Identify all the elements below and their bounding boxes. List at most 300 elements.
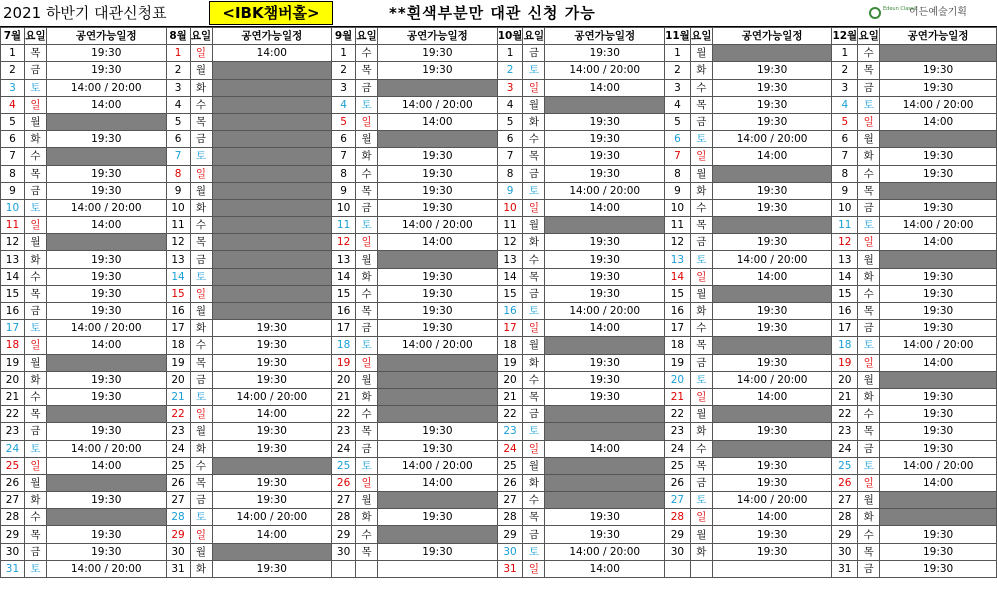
unavailable-slot [212, 457, 332, 474]
weekday-cell: 월 [356, 371, 378, 388]
weekday-cell: 월 [858, 492, 880, 509]
date-cell: 28 [332, 509, 356, 526]
weekday-cell: 수 [690, 440, 712, 457]
logo-circle-icon [869, 7, 881, 19]
table-row [1, 217, 997, 234]
available-slot: 14:00 / 20:00 [46, 199, 166, 216]
date-cell: 1 [665, 45, 691, 62]
date-cell: 15 [332, 285, 356, 302]
weekday-cell: 일 [356, 474, 378, 491]
weekday-cell: 토 [356, 217, 378, 234]
date-cell: 2 [497, 62, 523, 79]
weekday-cell: 목 [190, 474, 212, 491]
weekday-cell: 금 [356, 79, 378, 96]
available-slot: 19:30 [712, 320, 832, 337]
unavailable-slot [545, 474, 665, 491]
date-cell: 13 [332, 251, 356, 268]
available-slot: 14:00 / 20:00 [880, 217, 997, 234]
date-cell: 2 [832, 62, 858, 79]
date-cell: 9 [497, 182, 523, 199]
date-cell: 28 [1, 509, 25, 526]
available-slot: 14:00 [212, 45, 332, 62]
available-slot: 19:30 [46, 165, 166, 182]
date-cell: 25 [497, 457, 523, 474]
unavailable-slot [212, 217, 332, 234]
date-cell: 27 [832, 492, 858, 509]
weekday-cell: 수 [356, 406, 378, 423]
date-cell: 20 [332, 371, 356, 388]
weekday-cell: 금 [690, 474, 712, 491]
unavailable-slot [712, 337, 832, 354]
date-cell: 14 [832, 268, 858, 285]
date-cell: 29 [166, 526, 190, 543]
weekday-cell: 목 [858, 303, 880, 320]
date-cell: 18 [832, 337, 858, 354]
date-cell: 1 [497, 45, 523, 62]
available-slot: 19:30 [212, 560, 332, 577]
available-slot: 19:30 [545, 388, 665, 405]
date-cell: 3 [1, 79, 25, 96]
available-slot: 19:30 [880, 423, 997, 440]
date-cell: 24 [166, 440, 190, 457]
available-slot: 14:00 [46, 457, 166, 474]
available-slot: 14:00 [46, 337, 166, 354]
weekday-cell: 목 [24, 406, 46, 423]
table-row [1, 148, 997, 165]
weekday-cell [690, 560, 712, 577]
date-cell: 4 [166, 96, 190, 113]
unavailable-slot [378, 354, 498, 371]
available-slot: 14:00 / 20:00 [212, 388, 332, 405]
date-cell: 2 [665, 62, 691, 79]
date-cell: 16 [1, 303, 25, 320]
weekday-cell: 목 [190, 234, 212, 251]
available-slot: 19:30 [880, 388, 997, 405]
date-cell: 12 [497, 234, 523, 251]
weekday-cell: 금 [858, 199, 880, 216]
available-slot [378, 560, 498, 577]
weekday-cell: 화 [858, 509, 880, 526]
weekday-cell: 일 [523, 560, 545, 577]
date-cell: 15 [665, 285, 691, 302]
unavailable-slot [712, 285, 832, 302]
weekday-cell: 수 [190, 457, 212, 474]
available-slot: 14:00 / 20:00 [545, 62, 665, 79]
date-cell: 16 [665, 303, 691, 320]
availability-header: 공연가능일정 [545, 28, 665, 45]
available-slot: 19:30 [880, 440, 997, 457]
date-cell: 21 [497, 388, 523, 405]
date-cell [332, 560, 356, 577]
unavailable-slot [712, 45, 832, 62]
weekday-cell: 토 [24, 560, 46, 577]
weekday-cell: 수 [523, 131, 545, 148]
table-row [1, 406, 997, 423]
available-slot: 14:00 / 20:00 [212, 509, 332, 526]
weekday-cell: 일 [523, 199, 545, 216]
weekday-cell: 금 [523, 285, 545, 302]
weekday-cell: 화 [356, 148, 378, 165]
available-slot: 19:30 [545, 148, 665, 165]
date-cell: 5 [497, 113, 523, 130]
available-slot: 14:00 [712, 148, 832, 165]
weekday-cell: 일 [858, 354, 880, 371]
available-slot [712, 560, 832, 577]
date-cell: 6 [332, 131, 356, 148]
date-cell: 19 [832, 354, 858, 371]
date-cell: 29 [665, 526, 691, 543]
available-slot: 14:00 [378, 234, 498, 251]
weekday-cell: 일 [356, 113, 378, 130]
table-row [1, 62, 997, 79]
available-slot: 19:30 [378, 440, 498, 457]
table-row [1, 285, 997, 302]
weekday-cell: 목 [690, 457, 712, 474]
weekday-cell: 일 [858, 474, 880, 491]
available-slot: 14:00 [212, 406, 332, 423]
available-slot: 19:30 [880, 560, 997, 577]
weekday-cell: 금 [523, 165, 545, 182]
table-row [1, 165, 997, 182]
date-cell: 23 [332, 423, 356, 440]
weekday-cell: 수 [690, 199, 712, 216]
available-slot: 19:30 [712, 354, 832, 371]
availability-header: 공연가능일정 [880, 28, 997, 45]
available-slot: 19:30 [378, 543, 498, 560]
weekday-cell: 토 [858, 337, 880, 354]
weekday-cell: 화 [24, 492, 46, 509]
date-cell: 22 [832, 406, 858, 423]
available-slot: 19:30 [880, 320, 997, 337]
date-cell: 13 [832, 251, 858, 268]
date-cell: 10 [1, 199, 25, 216]
date-cell: 27 [166, 492, 190, 509]
available-slot: 19:30 [46, 251, 166, 268]
date-cell: 16 [497, 303, 523, 320]
unavailable-slot [212, 234, 332, 251]
date-cell: 14 [1, 268, 25, 285]
weekday-cell: 월 [523, 96, 545, 113]
weekday-cell: 토 [356, 96, 378, 113]
available-slot: 14:00 / 20:00 [712, 131, 832, 148]
weekday-cell: 화 [858, 148, 880, 165]
weekday-cell: 토 [356, 337, 378, 354]
available-slot: 14:00 / 20:00 [378, 96, 498, 113]
available-slot: 19:30 [46, 543, 166, 560]
weekday-cell: 금 [24, 303, 46, 320]
unavailable-slot [212, 303, 332, 320]
weekday-cell: 목 [690, 337, 712, 354]
weekday-cell: 수 [858, 165, 880, 182]
weekday-cell: 월 [24, 234, 46, 251]
weekday-cell: 월 [690, 406, 712, 423]
weekday-cell: 금 [690, 354, 712, 371]
date-cell: 26 [832, 474, 858, 491]
date-cell: 1 [332, 45, 356, 62]
weekday-cell: 일 [24, 217, 46, 234]
weekday-cell: 수 [858, 285, 880, 302]
weekday-cell: 월 [690, 165, 712, 182]
weekday-cell: 화 [523, 113, 545, 130]
available-slot: 19:30 [46, 388, 166, 405]
date-cell: 16 [166, 303, 190, 320]
available-slot: 14:00 [712, 509, 832, 526]
date-cell: 30 [665, 543, 691, 560]
weekday-cell: 토 [690, 492, 712, 509]
date-cell: 20 [665, 371, 691, 388]
date-cell: 6 [665, 131, 691, 148]
weekday-cell: 수 [24, 268, 46, 285]
weekday-cell: 일 [24, 96, 46, 113]
weekday-cell: 화 [190, 199, 212, 216]
availability-header: 공연가능일정 [46, 28, 166, 45]
weekday-cell: 목 [356, 182, 378, 199]
weekday-header: 요일 [356, 28, 378, 45]
table-row [1, 337, 997, 354]
date-cell: 15 [166, 285, 190, 302]
date-cell: 22 [332, 406, 356, 423]
table-row [1, 457, 997, 474]
available-slot: 14:00 / 20:00 [378, 337, 498, 354]
weekday-cell: 토 [24, 320, 46, 337]
available-slot: 19:30 [378, 303, 498, 320]
date-cell: 20 [166, 371, 190, 388]
month-header: 11월 [665, 28, 691, 45]
weekday-cell: 수 [523, 251, 545, 268]
available-slot: 19:30 [880, 406, 997, 423]
unavailable-slot [712, 406, 832, 423]
date-cell: 8 [332, 165, 356, 182]
unavailable-slot [712, 217, 832, 234]
weekday-cell: 금 [190, 131, 212, 148]
date-cell: 5 [332, 113, 356, 130]
date-cell: 23 [665, 423, 691, 440]
date-cell: 19 [332, 354, 356, 371]
available-slot: 19:30 [212, 423, 332, 440]
weekday-cell: 수 [190, 96, 212, 113]
weekday-cell: 수 [24, 388, 46, 405]
available-slot: 19:30 [378, 148, 498, 165]
weekday-cell: 목 [858, 423, 880, 440]
date-cell: 17 [832, 320, 858, 337]
unavailable-slot [212, 251, 332, 268]
unavailable-slot [880, 371, 997, 388]
availability-header: 공연가능일정 [712, 28, 832, 45]
weekday-cell: 목 [858, 543, 880, 560]
weekday-cell: 수 [24, 148, 46, 165]
weekday-cell: 목 [190, 354, 212, 371]
date-cell: 15 [832, 285, 858, 302]
table-row [1, 320, 997, 337]
available-slot: 19:30 [46, 182, 166, 199]
table-row [1, 354, 997, 371]
weekday-cell: 일 [690, 388, 712, 405]
available-slot: 19:30 [712, 423, 832, 440]
weekday-cell: 월 [523, 217, 545, 234]
date-cell: 25 [332, 457, 356, 474]
month-header: 12월 [832, 28, 858, 45]
date-cell: 24 [832, 440, 858, 457]
weekday-cell: 화 [356, 509, 378, 526]
available-slot: 14:00 / 20:00 [712, 371, 832, 388]
weekday-cell: 화 [24, 131, 46, 148]
date-cell: 6 [166, 131, 190, 148]
date-cell: 13 [1, 251, 25, 268]
weekday-cell: 목 [24, 165, 46, 182]
date-cell: 14 [332, 268, 356, 285]
date-cell: 5 [665, 113, 691, 130]
available-slot: 19:30 [712, 113, 832, 130]
weekday-cell: 일 [356, 234, 378, 251]
unavailable-slot [212, 285, 332, 302]
weekday-cell: 목 [190, 113, 212, 130]
available-slot: 19:30 [378, 165, 498, 182]
available-slot: 19:30 [378, 199, 498, 216]
weekday-cell: 일 [24, 457, 46, 474]
date-cell: 27 [332, 492, 356, 509]
table-row [1, 509, 997, 526]
table-row [1, 268, 997, 285]
unavailable-slot [378, 131, 498, 148]
date-cell: 23 [832, 423, 858, 440]
table-row [1, 543, 997, 560]
available-slot: 14:00 [545, 79, 665, 96]
month-header: 9월 [332, 28, 356, 45]
available-slot: 19:30 [712, 474, 832, 491]
date-cell: 8 [166, 165, 190, 182]
weekday-cell: 금 [190, 251, 212, 268]
unavailable-slot [46, 354, 166, 371]
weekday-cell: 화 [690, 62, 712, 79]
date-cell: 22 [497, 406, 523, 423]
available-slot: 19:30 [712, 199, 832, 216]
available-slot: 14:00 [880, 234, 997, 251]
date-cell: 22 [665, 406, 691, 423]
date-cell: 31 [1, 560, 25, 577]
available-slot: 14:00 / 20:00 [545, 182, 665, 199]
unavailable-slot [545, 217, 665, 234]
unavailable-slot [880, 182, 997, 199]
date-cell: 18 [1, 337, 25, 354]
date-cell: 24 [1, 440, 25, 457]
weekday-header: 요일 [523, 28, 545, 45]
weekday-cell: 토 [190, 388, 212, 405]
weekday-cell: 화 [690, 303, 712, 320]
unavailable-slot [212, 113, 332, 130]
unavailable-slot [378, 526, 498, 543]
date-cell: 25 [166, 457, 190, 474]
date-cell: 30 [832, 543, 858, 560]
table-row [1, 388, 997, 405]
date-cell: 1 [1, 45, 25, 62]
available-slot: 14:00 [712, 388, 832, 405]
unavailable-slot [212, 199, 332, 216]
date-cell: 24 [497, 440, 523, 457]
date-cell: 7 [332, 148, 356, 165]
available-slot: 19:30 [880, 543, 997, 560]
date-cell: 9 [166, 182, 190, 199]
weekday-cell: 수 [356, 285, 378, 302]
date-cell: 11 [497, 217, 523, 234]
table-row [1, 182, 997, 199]
month-header: 8월 [166, 28, 190, 45]
date-cell: 28 [832, 509, 858, 526]
available-slot: 19:30 [880, 62, 997, 79]
unavailable-slot [545, 337, 665, 354]
available-slot: 19:30 [212, 492, 332, 509]
date-cell: 6 [1, 131, 25, 148]
logo-small-text: Edeun Classic [883, 6, 918, 12]
weekday-cell: 금 [858, 440, 880, 457]
date-cell: 10 [832, 199, 858, 216]
available-slot: 14:00 / 20:00 [545, 303, 665, 320]
available-slot: 19:30 [46, 285, 166, 302]
available-slot: 19:30 [378, 268, 498, 285]
date-cell: 8 [832, 165, 858, 182]
date-cell: 11 [166, 217, 190, 234]
weekday-cell: 월 [690, 526, 712, 543]
available-slot: 19:30 [212, 354, 332, 371]
available-slot: 19:30 [880, 285, 997, 302]
weekday-cell: 화 [190, 79, 212, 96]
date-cell: 26 [497, 474, 523, 491]
available-slot: 14:00 / 20:00 [378, 217, 498, 234]
unavailable-slot [378, 406, 498, 423]
weekday-header: 요일 [858, 28, 880, 45]
available-slot: 14:00 [212, 526, 332, 543]
unavailable-slot [46, 113, 166, 130]
unavailable-slot [712, 165, 832, 182]
unavailable-slot [212, 96, 332, 113]
available-slot: 14:00 [880, 113, 997, 130]
weekday-cell: 목 [24, 526, 46, 543]
weekday-cell: 월 [690, 45, 712, 62]
page-title: 2021 하반기 대관신청표 [3, 4, 167, 22]
date-cell: 22 [166, 406, 190, 423]
date-cell: 15 [1, 285, 25, 302]
available-slot: 19:30 [46, 268, 166, 285]
available-slot: 19:30 [712, 79, 832, 96]
weekday-cell: 화 [24, 371, 46, 388]
date-cell: 6 [497, 131, 523, 148]
unavailable-slot [212, 131, 332, 148]
weekday-cell: 금 [356, 320, 378, 337]
weekday-cell: 월 [24, 474, 46, 491]
table-row [1, 371, 997, 388]
weekday-cell: 토 [858, 217, 880, 234]
weekday-cell: 금 [858, 320, 880, 337]
date-cell: 17 [665, 320, 691, 337]
weekday-cell: 수 [523, 371, 545, 388]
date-cell: 31 [832, 560, 858, 577]
unavailable-slot [46, 234, 166, 251]
available-slot: 14:00 [46, 217, 166, 234]
weekday-cell: 토 [523, 182, 545, 199]
date-cell: 3 [166, 79, 190, 96]
weekday-cell: 토 [690, 131, 712, 148]
weekday-cell [356, 560, 378, 577]
weekday-cell: 토 [690, 251, 712, 268]
unavailable-slot [880, 131, 997, 148]
available-slot: 19:30 [880, 148, 997, 165]
available-slot: 19:30 [712, 526, 832, 543]
date-cell: 23 [497, 423, 523, 440]
available-slot: 14:00 [545, 199, 665, 216]
weekday-cell: 일 [190, 406, 212, 423]
available-slot: 14:00 [880, 474, 997, 491]
date-cell: 17 [1, 320, 25, 337]
weekday-cell: 토 [24, 79, 46, 96]
